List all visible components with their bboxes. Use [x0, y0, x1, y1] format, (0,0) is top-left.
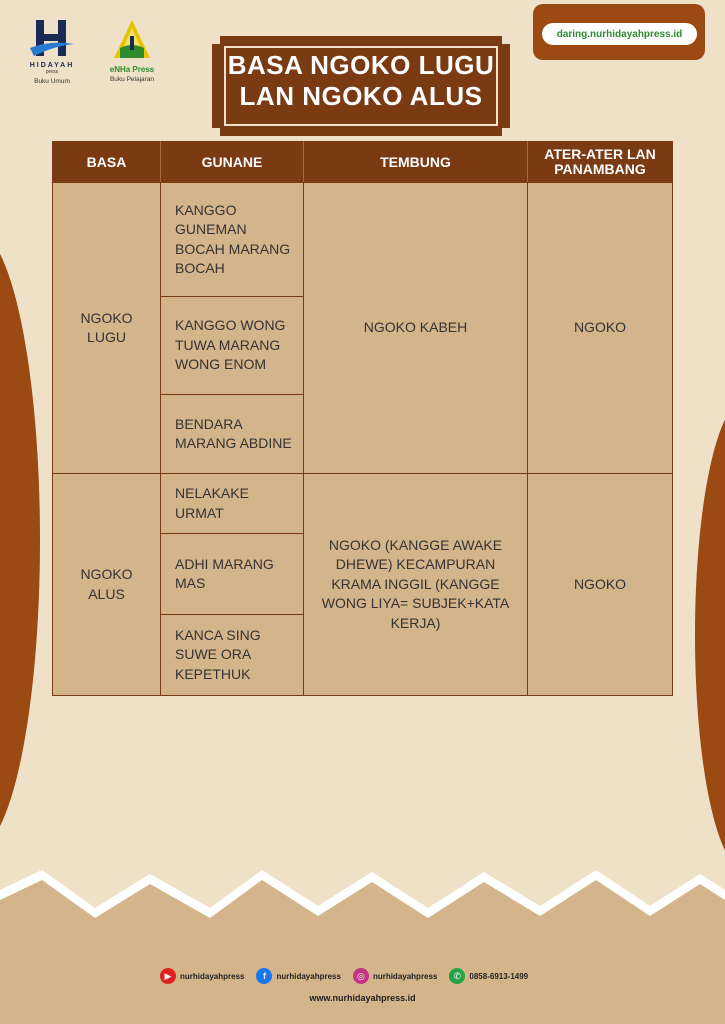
facebook-icon: f	[256, 968, 272, 984]
header-basa: BASA	[53, 142, 161, 183]
header-gunane: GUNANE	[161, 142, 304, 183]
whatsapp-link[interactable]	[449, 968, 528, 984]
title-line-2: LAN NGOKO ALUS	[239, 81, 483, 111]
whatsapp-icon: ✆	[449, 968, 465, 984]
enha-press-logo-icon	[110, 18, 154, 62]
basa-cell-ngoko-lugu: NGOKO LUGU	[53, 183, 161, 474]
ater-cell: NGOKO	[528, 474, 673, 696]
tembung-cell: NGOKO KABEH	[304, 183, 528, 474]
speech-level-table	[52, 141, 673, 696]
youtube-link[interactable]	[160, 968, 244, 984]
footer-website[interactable]: www.nurhidayahpress.id	[309, 993, 416, 1003]
hidayah-wordmark: HIDAYAH	[29, 62, 75, 69]
title-line-1: BASA NGOKO LUGU	[227, 50, 495, 80]
tembung-cell: NGOKO (KANGGE AWAKE DHEWE) KECAMPURAN KRAMA INGGIL (KANGGE WONG LIYA= SUBJEK+KATA KERJA)	[304, 474, 528, 696]
enha-wordmark: eNHa Press	[109, 65, 155, 74]
instagram-icon: ◎	[353, 968, 369, 984]
youtube-handle: nurhidayahpress	[180, 971, 245, 981]
header-tembung: TEMBUNG	[304, 142, 528, 183]
gunane-cell: KANGGO WONG TUWA MARANG WONG ENOM	[161, 297, 304, 395]
instagram-handle: nurhidayahpress	[372, 971, 438, 981]
hidayah-logo-icon	[30, 18, 74, 62]
hidayah-caption: Buku Umum	[34, 78, 70, 85]
table-header-row	[53, 142, 673, 183]
website-link-badge[interactable]: daring.nurhidayahpress.id	[542, 23, 697, 45]
page-title	[224, 50, 498, 124]
hidayah-logo	[22, 18, 82, 88]
instagram-link[interactable]	[353, 968, 437, 984]
gunane-cell: NELAKAKE URMAT	[161, 474, 304, 534]
facebook-link[interactable]	[256, 968, 340, 984]
enha-caption: Buku Pelajaran	[109, 76, 155, 83]
youtube-icon: ▶	[160, 968, 176, 984]
right-decorative-arc	[695, 400, 725, 870]
table-row	[53, 183, 673, 297]
gunane-cell: ADHI MARANG MAS	[161, 534, 304, 615]
social-links	[160, 967, 580, 985]
gunane-cell: KANGGO GUNEMAN BOCAH MARANG BOCAH	[161, 183, 304, 297]
facebook-handle: nurhidayahpress	[276, 971, 341, 981]
basa-cell-ngoko-alus: NGOKO ALUS	[53, 474, 161, 696]
enha-press-logo	[96, 18, 168, 88]
table-row	[53, 474, 673, 534]
whatsapp-number: 0858-6913-1499	[469, 971, 529, 981]
gunane-cell: BENDARA MARANG ABDINE	[161, 395, 304, 474]
hidayah-wordmark-small: press	[45, 69, 59, 75]
gunane-cell: KANCA SING SUWE ORA KEPETHUK	[161, 615, 304, 696]
left-decorative-arc	[0, 230, 40, 850]
ater-cell: NGOKO	[528, 183, 673, 474]
header-ater-ater: ATER-ATER LAN PANAMBANG	[528, 142, 673, 183]
